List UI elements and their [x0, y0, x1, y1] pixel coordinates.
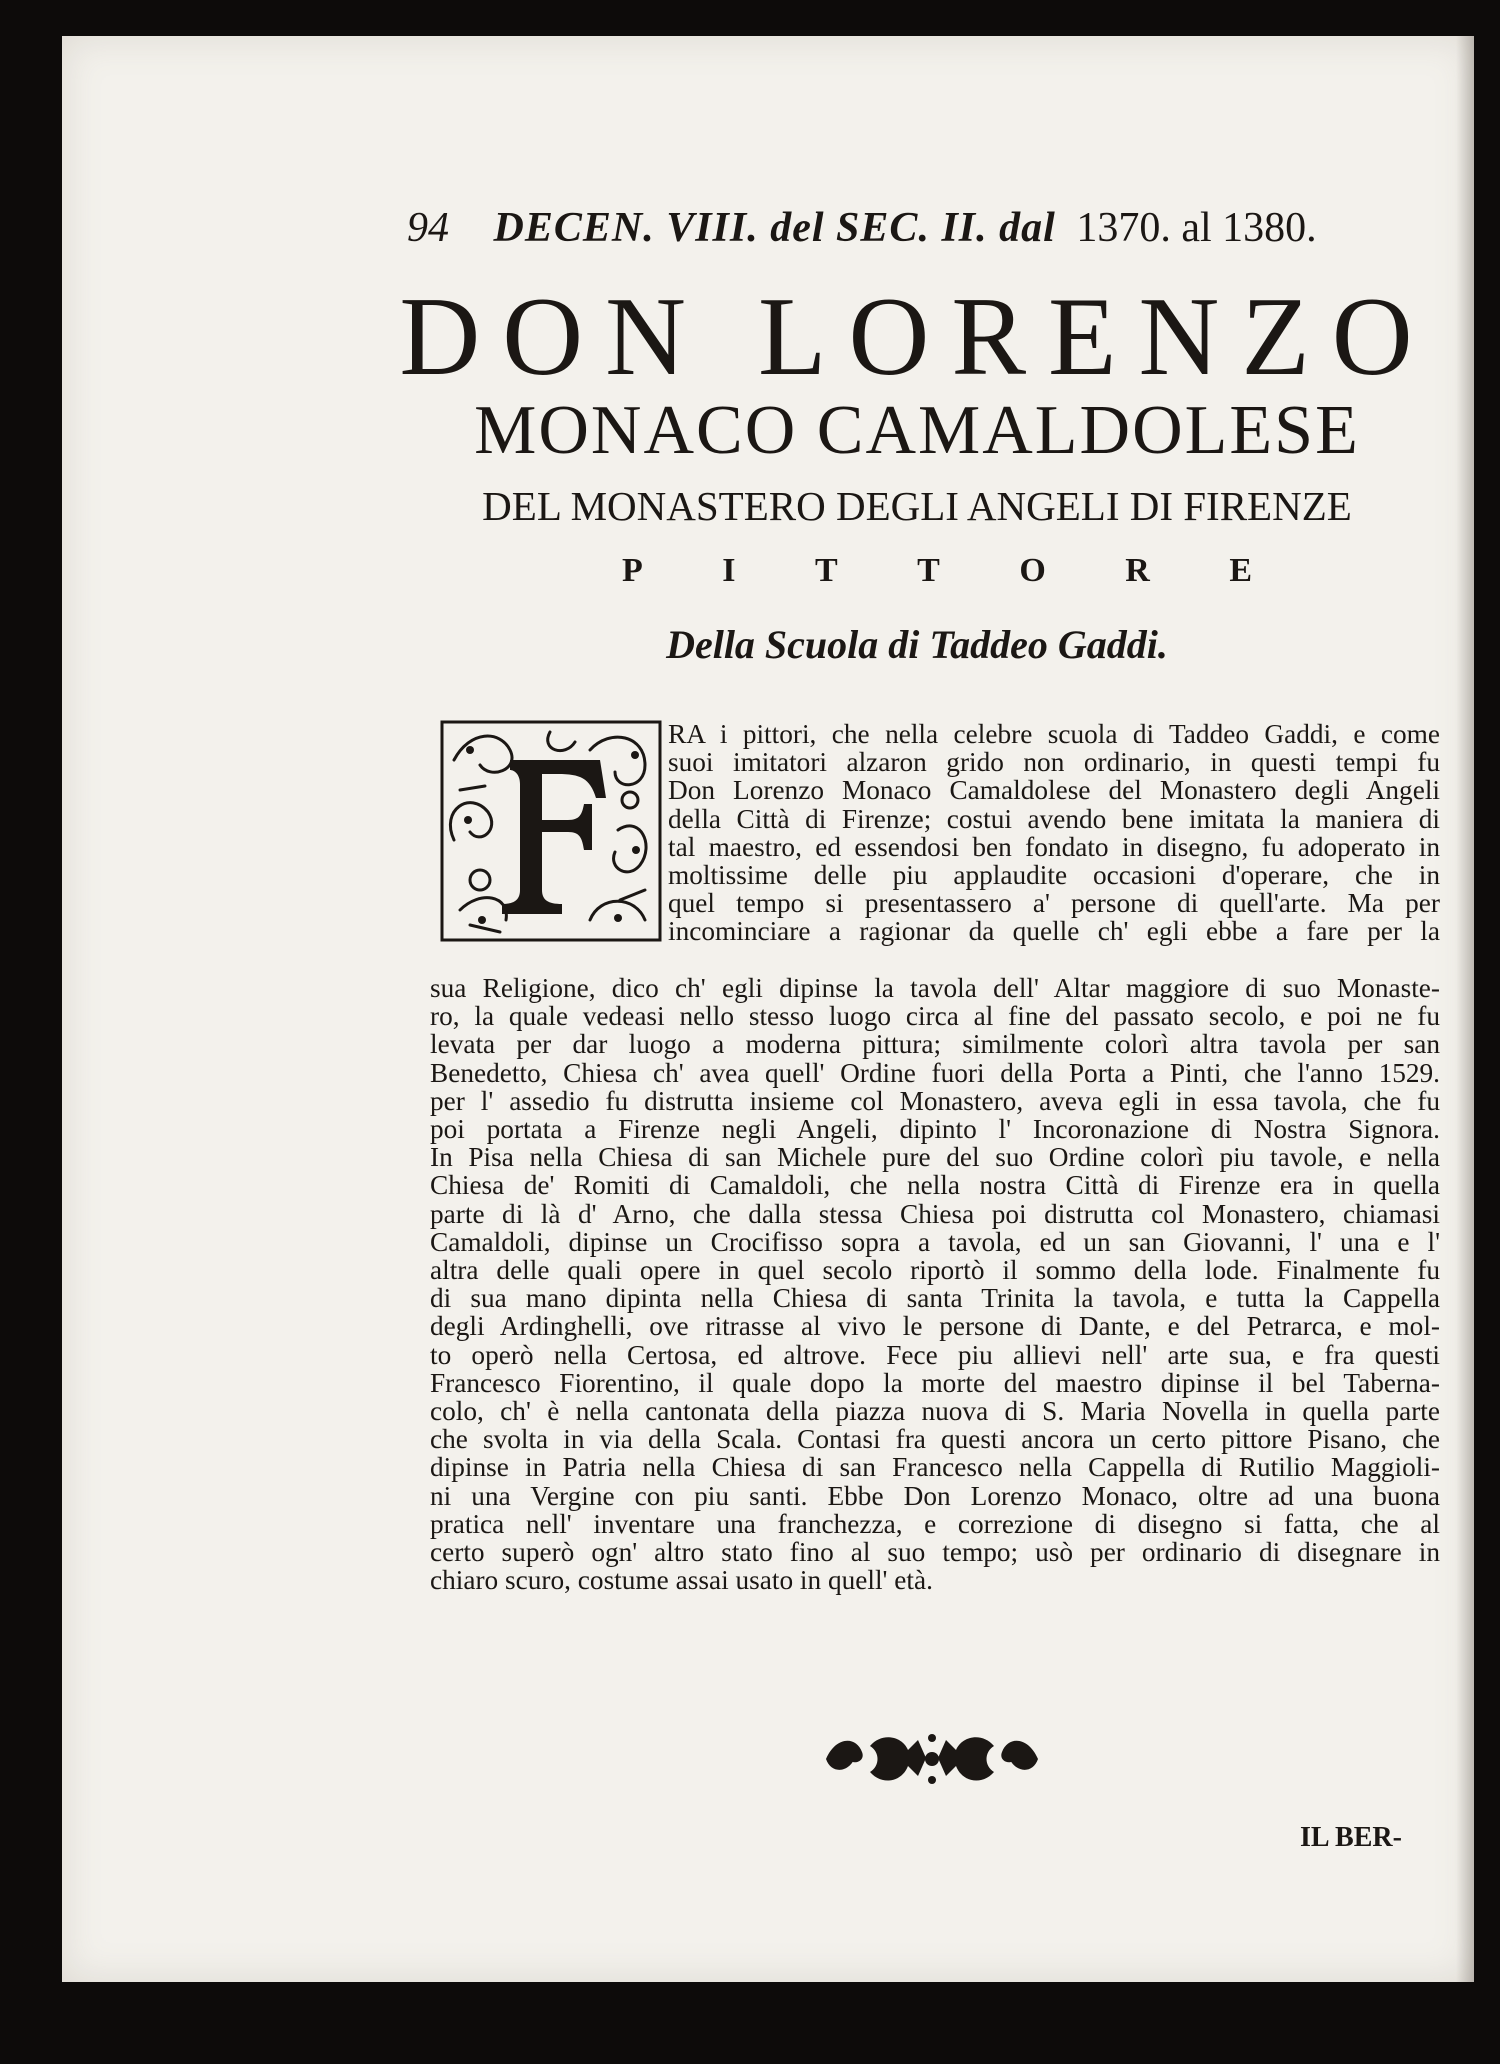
text-line: ro, la quale vedeasi nello stesso luogo circa al fine del passato secolo, e poi ne fu: [430, 1001, 1440, 1032]
catchword: IL BER-: [1300, 1822, 1402, 1853]
text-line: di sua mano dipinta nella Chiesa di santa Trinita la tavola, e tutta la Cappella: [430, 1283, 1440, 1314]
text-line: Camaldoli, dipinse un Crocifisso sopra a tavola, ed un san Giovanni, l' una e l': [430, 1226, 1440, 1257]
text-line: Chiesa de' Romiti di Camaldoli, che nella nostra Città di Firenze era in quella: [430, 1170, 1440, 1201]
text-line: pratica nell' inventare una franchezza, e correzione di disegno si fatta, che al: [430, 1508, 1440, 1539]
text-line: certo superò ogn' altro stato fino al suo tempo; usò per ordinario di disegnare in: [430, 1537, 1440, 1568]
text-line: parte di là d' Arno, che dalla stessa Chiesa poi distrutta col Monastero, chiamasi: [430, 1198, 1440, 1229]
text-line: quel tempo si presentassero a' persone di quell'arte. Ma per: [668, 888, 1440, 919]
text-line: degli Ardinghelli, ove ritrasse al vivo le persone di Dante, e del Petrarca, e mol-: [430, 1311, 1440, 1342]
text-line: poi portata a Firenze negli Angeli, dipinto l' Incoronazione di Nostra Signora.: [430, 1114, 1440, 1145]
text-line: della Città di Firenze; costui avendo bene imitata la maniera di: [668, 803, 1440, 834]
profession-letter: O: [1019, 552, 1046, 589]
text-line: Benedetto, Chiesa ch' avea quell' Ordine fuori della Porta a Pinti, che l'anno 1529.: [430, 1057, 1440, 1088]
profession-letter: I: [722, 552, 736, 589]
text-line: RA i pittori, che nella celebre scuola di Taddeo Gaddi, e come: [668, 719, 1440, 749]
text-line: suoi imitatori alzaron grido non ordinario, in questi tempi fu: [668, 747, 1440, 778]
title-name: DON LORENZO: [399, 275, 1435, 399]
text-line: che svolta in via della Scala. Contasi fra questi ancora un certo pittore Pisano, che: [430, 1424, 1440, 1455]
subtitle-school: Della Scuola di Taddeo Gaddi.: [666, 622, 1168, 667]
text-line: altra delle quali opere in quel secolo riportò il sommo della lode. Finalmente fu: [430, 1255, 1440, 1286]
book-page: [62, 36, 1474, 1982]
text-line: dipinse in Patria nella Chiesa di san Francesco nella Cappella di Rutilio Maggioli-: [430, 1452, 1440, 1483]
page-number: 94: [407, 205, 449, 251]
title-monastery: DEL MONASTERO DEGLI ANGELI DI FIRENZE: [482, 483, 1352, 529]
body-text: [430, 974, 1440, 1594]
text-line: chiaro scuro, costume assai usato in quell' età.: [430, 1565, 933, 1596]
profession-letter: P: [622, 552, 643, 589]
running-header: [407, 204, 1357, 252]
text-line: colo, ch' è nella cantonata della piazza nuova di S. Maria Novella in quella parte: [430, 1396, 1440, 1427]
text-line: incominciare a ragionar da quelle ch' egli ebbe a fare per la: [668, 916, 1440, 947]
text-line: ni una Vergine con piu santi. Ebbe Don Lorenzo Monaco, oltre ad una buona: [430, 1480, 1440, 1511]
section-heading: DECEN. VIII. del SEC. II. dal: [493, 205, 1056, 251]
decorated-initial: [440, 720, 662, 942]
opening-paragraph: [668, 720, 1440, 946]
title-profession: [622, 554, 1252, 588]
text-line: moltissime delle piu applaudite occasioni d'operare, che in: [668, 860, 1440, 891]
text-line: per l' assedio fu distrutta insieme col Monastero, aveva egli in essa tavola, che fu: [430, 1085, 1440, 1116]
text-line: levata per dar luogo a moderna pittura; similmente colorì altra tavola per san: [430, 1029, 1440, 1060]
profession-letter: T: [917, 552, 940, 589]
year-range: 1370. al 1380.: [1076, 205, 1317, 251]
text-line: In Pisa nella Chiesa di san Michele pure del suo Ordine colorì piu tavole, e nella: [430, 1142, 1440, 1173]
text-line: to operò nella Certosa, ed altrove. Fece piu allievi nell' arte sua, e fra questi: [430, 1339, 1440, 1370]
profession-letter: R: [1125, 552, 1150, 589]
ornament-tailpiece: [822, 1726, 1042, 1792]
text-line: Don Lorenzo Monaco Camaldolese del Monastero degli Angeli: [668, 775, 1440, 806]
text-line: Francesco Fiorentino, il quale dopo la morte del maestro dipinse il bel Taberna-: [430, 1367, 1440, 1398]
text-line: tal maestro, ed essendosi ben fondato in disegno, fu adoperato in: [668, 831, 1440, 862]
profession-letter: E: [1229, 552, 1252, 589]
title-order: MONACO CAMALDOLESE: [474, 392, 1360, 469]
text-line: sua Religione, dico ch' egli dipinse la tavola dell' Altar maggiore di suo Monaste-: [430, 973, 1440, 1003]
profession-letter: T: [814, 552, 838, 589]
